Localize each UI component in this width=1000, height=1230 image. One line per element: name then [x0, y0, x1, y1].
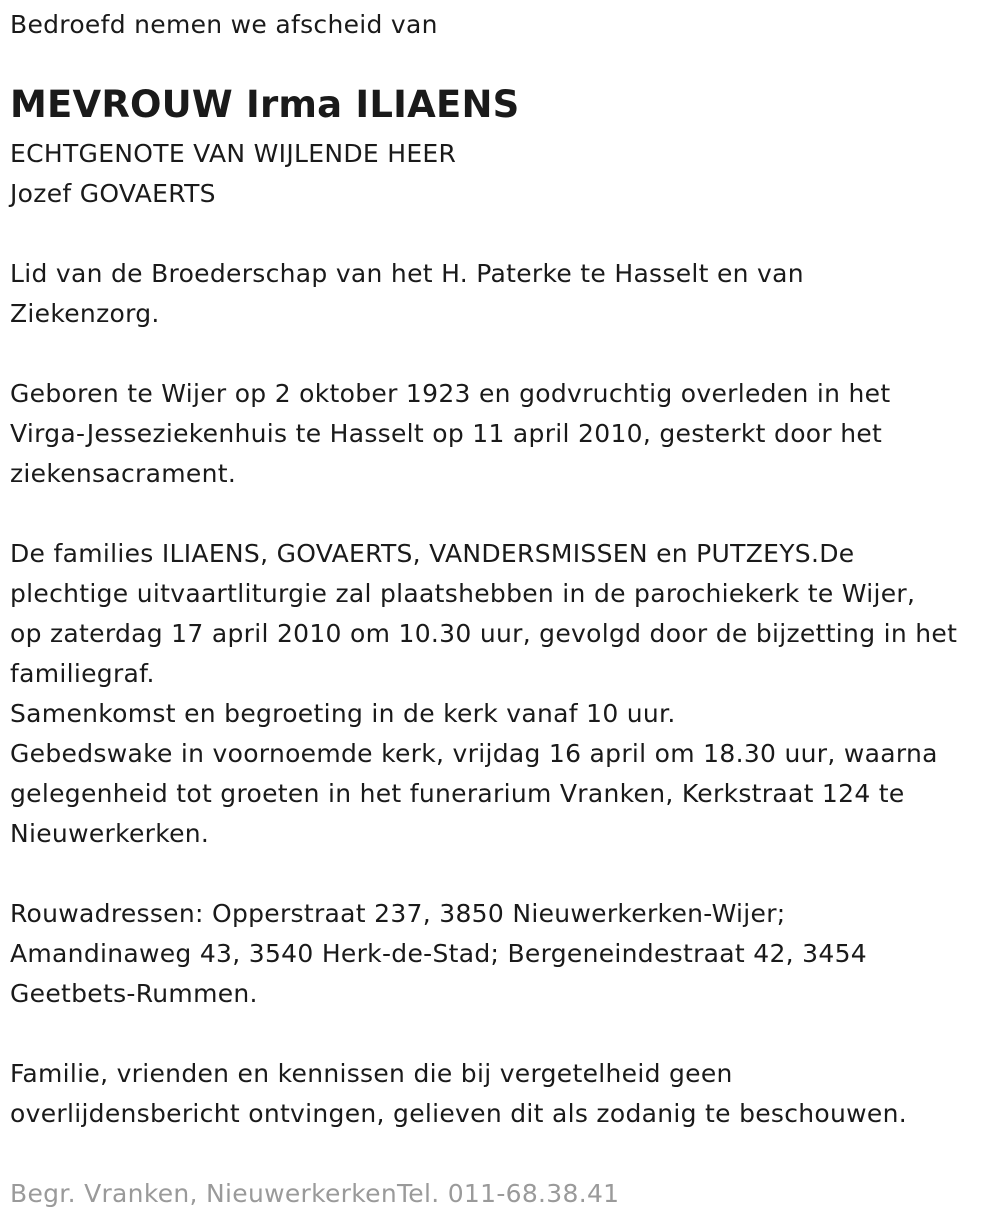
membership-line: Lid van de Broederschap van het H. Paterke te Hasselt en van — [10, 259, 804, 288]
funeral-line: De families ILIAENS, GOVAERTS, VANDERSMISSEN en PUTZEYS.De — [10, 539, 855, 568]
membership-paragraph — [10, 254, 804, 334]
membership-line: Ziekenzorg. — [10, 299, 160, 328]
address-line: Geetbets-Rummen. — [10, 979, 258, 1008]
intro-text: Bedroefd nemen we afscheid van — [10, 10, 438, 39]
birth-death-line: ziekensacrament. — [10, 459, 237, 488]
funeral-line: Gebedswake in voornoemde kerk, vrijdag 16 april om 18.30 uur, waarna — [10, 739, 938, 768]
spouse-line-2: Jozef GOVAERTS — [10, 179, 216, 208]
birth-death-line: Geboren te Wijer op 2 oktober 1923 en godvruchtig overleden in het — [10, 379, 891, 408]
funeral-home-footer: Begr. Vranken, NieuwerkerkenTel. 011-68.38.41 — [10, 1179, 620, 1208]
birth-death-paragraph — [10, 374, 890, 494]
funeral-line: Nieuwerkerken. — [10, 819, 210, 848]
funeral-line: Samenkomst en begroeting in de kerk vanaf 10 uur. — [10, 699, 676, 728]
deceased-name: MEVROUW Irma ILIAENS — [10, 83, 520, 126]
funeral-line: gelegenheid tot groeten in het funerarium Vranken, Kerkstraat 124 te — [10, 779, 905, 808]
spouse-line-1: ECHTGENOTE VAN WIJLENDE HEER — [10, 139, 457, 168]
funeral-line: plechtige uitvaartliturgie zal plaatshebben in de parochiekerk te Wijer, — [10, 579, 916, 608]
funeral-paragraph — [10, 534, 957, 854]
address-line: Rouwadressen: Opperstraat 237, 3850 Nieuwerkerken-Wijer; — [10, 899, 786, 928]
notice-line: overlijdensbericht ontvingen, gelieven dit als zodanig te beschouwen. — [10, 1099, 907, 1128]
funeral-line: familiegraf. — [10, 659, 155, 688]
notice-line: Familie, vrienden en kennissen die bij vergetelheid geen — [10, 1059, 733, 1088]
birth-death-line: Virga-Jesseziekenhuis te Hasselt op 11 april 2010, gesterkt door het — [10, 419, 883, 448]
address-line: Amandinaweg 43, 3540 Herk-de-Stad; Bergeneindestraat 42, 3454 — [10, 939, 867, 968]
funeral-line: op zaterdag 17 april 2010 om 10.30 uur, gevolgd door de bijzetting in het — [10, 619, 958, 648]
notice-paragraph — [10, 1054, 907, 1134]
addresses-paragraph — [10, 894, 867, 1014]
